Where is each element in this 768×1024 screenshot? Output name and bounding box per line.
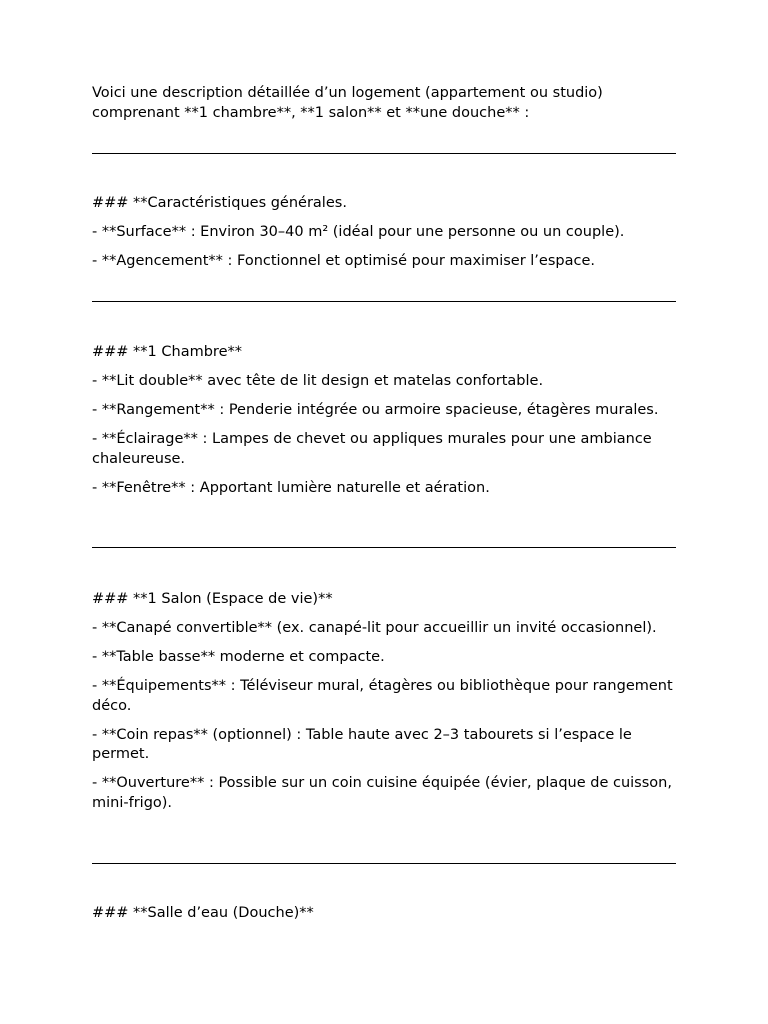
list-item: - **Éclairage** : Lampes de chevet ou appliques murales pour une ambiance chaleureuse. <box>92 431 652 467</box>
section-bedroom <box>92 343 676 498</box>
list-item: - **Ouverture** : Possible sur un coin cuisine équipée (évier, plaque de cuisson, mini-frigo). <box>92 775 672 811</box>
list-item: - **Fenêtre** : Apportant lumière naturelle et aération. <box>92 479 490 496</box>
horizontal-rule <box>92 153 676 154</box>
list-item: - **Agencement** : Fonctionnel et optimisé pour maximiser l’espace. <box>92 253 595 269</box>
list-item: - **Lit double** avec tête de lit design et matelas confortable. <box>92 373 544 389</box>
horizontal-rule <box>92 547 676 548</box>
section-heading: ### **Caractéristiques générales. <box>92 195 347 211</box>
horizontal-rule <box>92 301 676 302</box>
section-heading: ### **1 Chambre** <box>92 344 242 360</box>
horizontal-rule <box>92 863 676 864</box>
section-living-room <box>92 590 676 813</box>
list-item: - **Coin repas** (optionnel) : Table haute avec 2–3 tabourets si l’espace le permet. <box>92 726 632 762</box>
intro-paragraph: Voici une description détaillée d’un logement (appartement ou studio) comprenant **1 chambre**, **1 salon** et **une douche** : <box>92 85 603 121</box>
section-heading: ### **Salle d’eau (Douche)** <box>92 905 314 921</box>
list-item: - **Table basse** moderne et compacte. <box>92 649 385 665</box>
list-item: - **Surface** : Environ 30–40 m² (idéal pour une personne ou un couple). <box>92 224 625 240</box>
section-general <box>92 194 676 272</box>
list-item: - **Rangement** : Penderie intégrée ou armoire spacieuse, étagères murales. <box>92 402 659 418</box>
section-heading: ### **1 Salon (Espace de vie)** <box>92 591 333 607</box>
list-item: - **Canapé convertible** (ex. canapé-lit pour accueillir un invité occasionnel). <box>92 620 657 636</box>
list-item: - **Équipements** : Téléviseur mural, étagères ou bibliothèque pour rangement déco. <box>92 678 673 714</box>
section-shower-room <box>92 904 676 924</box>
